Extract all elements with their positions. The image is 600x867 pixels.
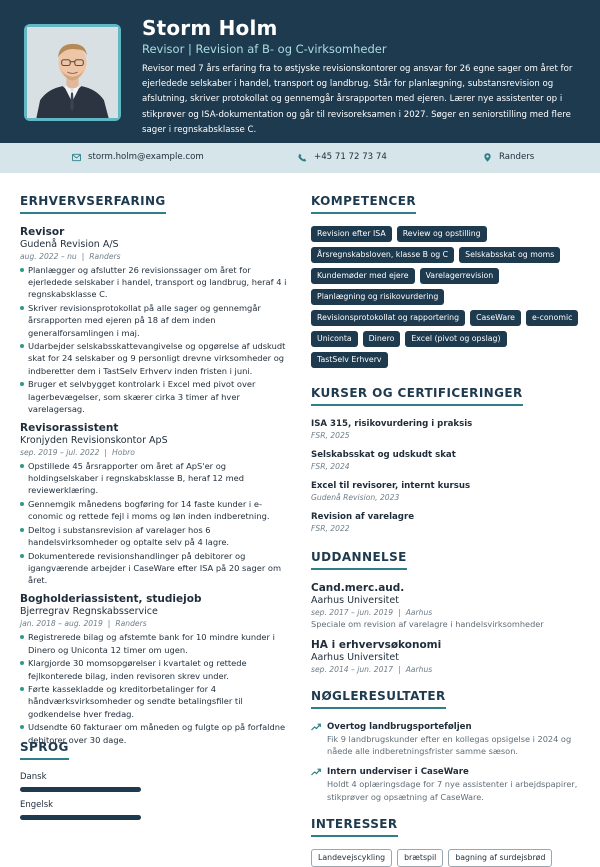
result-description: Fik 9 landbrugskunder efter en kollegas opsigelse i 2024 og nåede alle indberetningsfrister samme sæson. [327,734,572,757]
job-bullet: Planlægger og afslutter 26 revisionssager om året for ejerledede selskaber i handel, transport og landbrug, heraf 4 i regnskabsklasse C. [20,264,290,301]
job-entry [20,593,290,745]
job-bullet: Registrerede bilag og afstemte bank for 10 mindre kunder i Dinero og Uniconta 12 timer om ugen. [20,631,290,655]
result-description: Holdt 4 oplæringsdage for 7 nye assistenter i arbejdspapirer, stikprøver og opsætning af CaseWare. [327,779,578,802]
interests-list [311,849,583,867]
school: Aarhus Universitet [311,595,399,606]
education-location: Aarhus [405,608,433,617]
skill-chip: Årsregnskabsloven, klasse B og C [311,247,454,263]
job-dates: sep. 2019 – jul. 2022 [20,447,100,457]
skill-chip: Revisionsprotokollat og rapportering [311,310,465,326]
interests-heading: INTERESSER [311,817,398,837]
profile-photo [24,24,121,121]
job-company: Kronjyden Revisionskontor ApS [20,434,168,446]
job-bullet: Førte kassekladde og kreditorbetalinger for 4 håndværksvirksomheder og sendte betalingsfiler til godkendelse hver fredag. [20,683,290,720]
portrait-image [27,27,118,118]
education-description: Speciale om revision af varelagre i handelsvirksomheder [311,619,544,629]
job-bullets [20,264,290,415]
skill-chip: Revision efter ISA [311,226,392,242]
job-bullet: Klargjorde 30 momsopgørelser i kvartalet og rettede fejlkonterede bilag, inden revisoren skrev under. [20,657,290,681]
job-bullets [20,460,290,587]
profile-summary: Revisor med 7 års erfaring fra to østjyske revisionskontorer og ansvar for 26 egne sager om året for ejerledede selskaber i handel, transport og landbrug. Står for planlægning, substansrevision og afslutning, skriver protokollat og gennemgår årsrapporten med ejeren. Lærer nye assistenter op i stikprøver og ISA-dokumentation og går til revisoreksamen i 2027. Søger en seniorstilling med flere sager i regnskabsklasse C. [142,64,573,135]
contact-bar [0,143,600,173]
contact-location [483,152,534,162]
job-bullet: Skriver revisionsprotokollat på alle sager og gennemgår årsrapporten med ejeren på 18 af dem inden generalforsamlingen i maj. [20,302,290,339]
job-dates: jan. 2018 – aug. 2019 [20,619,103,629]
header [0,0,600,143]
job-meta: sep. 2019 – jul. 2022 | Hobro [20,447,135,457]
course-item [311,511,583,534]
result-title: Overtog landbrugsporteføljen [327,722,472,732]
job-bullet: Dokumenterede revisionshandlinger på debitorer og igangværende arbejder i CaseWare efter ISA på 20 sager om året. [20,550,290,587]
job-entry [20,226,290,415]
skill-chip: CaseWare [470,310,521,326]
courses-heading: KURSER OG CERTIFICERINGER [311,386,523,406]
skill-chip: e-conomic [526,310,578,326]
language-item [20,800,290,820]
result-item [311,766,583,802]
job-location: Hobro [111,447,135,457]
interest-tag: brætspil [397,849,443,867]
candidate-role: Revisor | Revision af B- og C-virksomheder [142,42,387,56]
job-location: Randers [89,252,121,261]
result-title: Intern underviser i CaseWare [327,767,469,778]
job-bullets [20,631,290,745]
language-name: Engelsk [20,800,54,810]
skill-chip: Kundemøder med ejere [311,268,415,284]
school: Aarhus Universitet [311,652,399,663]
results-heading: NØGLERESULTATER [311,689,446,709]
course-item [311,449,583,472]
course-item [311,480,583,503]
skill-chip: Selskabsskat og moms [459,247,560,263]
phone-text: +45 71 72 73 74 [314,152,387,162]
skills-heading: KOMPETENCER [311,194,416,214]
education-item [311,639,583,675]
course-title: ISA 315, risikovurdering i praksis [311,419,473,429]
job-dates: aug. 2022 – nu [20,252,77,261]
job-location: Randers [115,619,147,629]
education-item [311,582,583,630]
education-list [311,582,583,675]
interest-tag: bagning af surdejsbrød [448,849,552,867]
contact-email[interactable] [72,152,204,162]
job-bullet: Opstillede 45 årsrapporter om året af ApS'er og holdingselskaber i regnskabsklasse B, heraf 12 med reviewerklæring. [20,460,290,497]
course-title: Selskabsskat og udskudt skat [311,450,456,460]
language-name: Dansk [20,772,47,782]
job-title: Revisorassistent [20,421,119,434]
degree: HA i erhvervsøkonomi [311,639,442,651]
experience-heading: ERHVERVSERFARING [20,194,166,214]
language-level-bar [20,815,141,820]
job-entry [20,422,290,587]
skills-list [311,226,583,368]
interest-tag: Landevejscykling [311,849,392,867]
email-text: storm.holm@example.com [88,152,204,162]
skill-chip: TastSelv Erhverv [311,352,388,368]
courses-list [311,418,583,534]
job-bullet: Deltog i substansrevision af varelager hos 6 handelsvirksomheder og optalte selv på 4 lagre. [20,524,290,548]
right-column [311,190,583,867]
education-dates: sep. 2017 – jun. 2019 [311,608,394,617]
education-dates: sep. 2014 – jun. 2017 [311,665,394,674]
left-column [20,190,290,753]
result-item [311,721,583,757]
course-org: FSR, 2022 [311,524,350,533]
skill-chip: Dinero [363,331,401,347]
language-level-bar [20,787,141,792]
trend-up-icon [311,768,321,776]
candidate-name: Storm Holm [142,16,278,40]
job-meta: aug. 2022 – nu | Randers [20,252,121,261]
course-title: Excel til revisorer, internt kursus [311,481,471,491]
languages-heading: SPROG [20,740,69,760]
course-org: FSR, 2024 [311,462,350,471]
skill-chip: Review og opstilling [397,226,487,242]
job-meta: jan. 2018 – aug. 2019 | Randers [20,619,147,629]
languages-section [20,736,290,828]
trend-up-icon [311,723,321,731]
job-company: Gudenå Revision A/S [20,239,119,250]
contact-phone[interactable] [298,152,387,162]
job-title: Bogholderiassistent, studiejob [20,593,202,606]
education-location: Aarhus [405,665,433,674]
skill-chip: Planlægning og risikovurdering [311,289,444,305]
results-list [311,721,583,803]
education-heading: UDDANNELSE [311,550,407,570]
job-bullet: Udsendte 60 fakturaer om måneden og fulgte op på forfaldne debitorer over 30 dage. [20,721,290,745]
course-item [311,418,583,441]
job-bullet: Bruger et selvbygget kontrolark i Excel med pivot over lagerbevægelser, som skærer cirka 3 timer af hver varelagersag. [20,378,290,415]
mail-icon [72,153,81,162]
course-org: FSR, 2025 [311,431,350,440]
education-meta: sep. 2014 – jun. 2017 | Aarhus [311,665,433,674]
job-company: Bjerregrav Regnskabsservice [20,606,158,618]
education-meta: sep. 2017 – jun. 2019 | Aarhus [311,608,433,617]
location-text: Randers [499,152,535,162]
degree: Cand.merc.aud. [311,582,405,594]
job-bullet: Udarbejder selskabsskattevangivelse og opgørelse af udskudt skat for 24 selskaber og 9 personligt drevne virksomheder og indberetter dem i TastSelv Erhverv inden fristen i juni. [20,340,290,377]
job-title: Revisor [20,226,65,238]
course-org: Gudenå Revision, 2023 [311,493,400,502]
map-pin-icon [483,153,492,162]
skill-chip: Varelagerrevision [420,268,500,284]
phone-icon [298,153,307,162]
skill-chip: Excel (pivot og opslag) [405,331,506,347]
course-title: Revision af varelagre [311,512,415,522]
job-bullet: Gennemgik månedens bogføring for 14 faste kunder i e-conomic og rettede fejl i moms og løn inden indberetning. [20,498,290,522]
language-item [20,772,290,792]
skill-chip: Uniconta [311,331,358,347]
